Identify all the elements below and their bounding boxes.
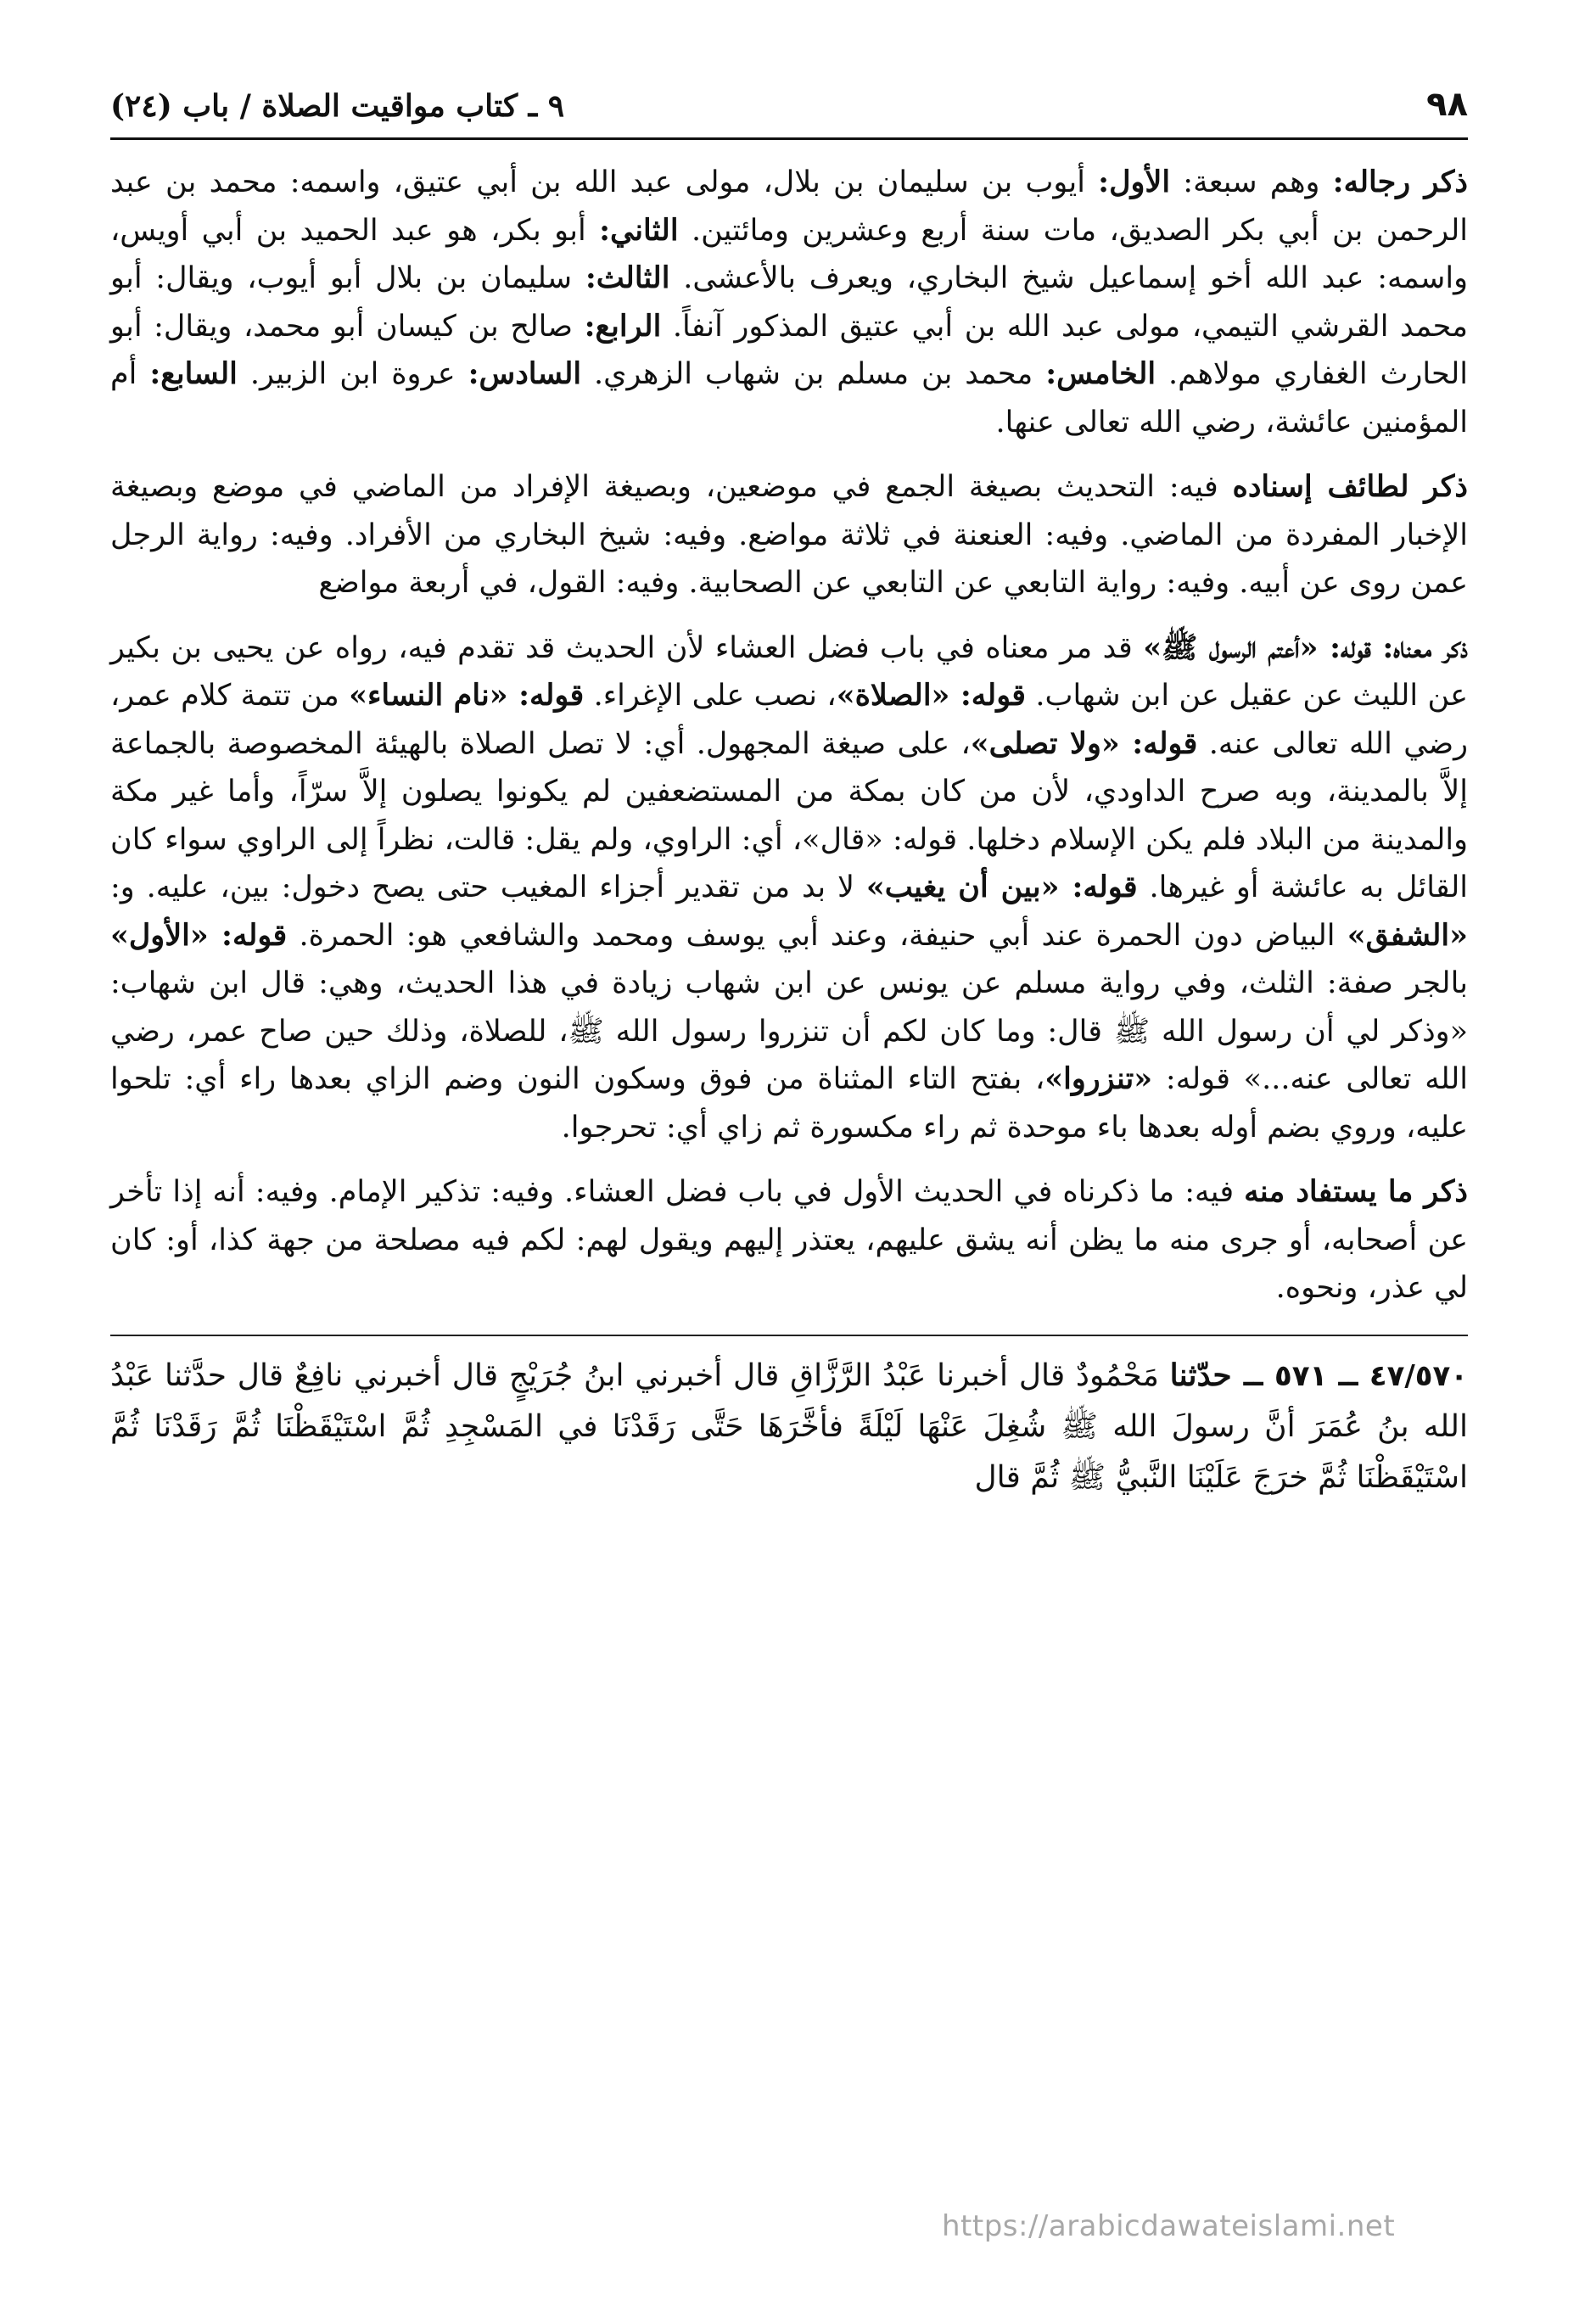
body-text: ، على صيغة المجهول. أي: لا تصل الصلاة بالهيئة المخصوصة بالجماعة إلاَّ بالمدينة، وبه صرح الداودي، لأن من كان بمكة من المستضعفين لم يكونوا يصلون إلاَّ سرّاً، وأما غير مكة والمدينة من البلاد فلم يكن الإسلام دخلها. قوله: «قال»، أي: الراوي، ولم يقل: قالت، نظراً إلى الراوي سواء كان القائل به عائشة أو غيرها.: [110, 726, 1468, 904]
quoted-phrase: «بين أن يغيب»: [865, 870, 1060, 904]
qawluhu-label: قوله:: [1119, 725, 1198, 761]
body-text: البياض دون الحمرة عند أبي حنيفة، وعند أبي يوسف ومحمد والشافعي هو: الحمرة.: [287, 918, 1347, 953]
quoted-phrase: «تنزروا»: [1044, 1061, 1153, 1096]
page-number: ٩٨: [1426, 85, 1468, 124]
narrator-label: الرابع:: [584, 308, 662, 344]
running-header: [110, 85, 1468, 140]
section-heading: ذكر لطائف إسناده: [1232, 469, 1468, 504]
section-maana: [110, 624, 1468, 1152]
hadith-body: مَحْمُودٌ قال أخبرنا عَبْدُ الرَّزَّاقِ قال أخبرني ابنُ جُرَيْجٍ قال أخبرني نافِعٌ قال حدَّثنا عَبْدُ الله بنُ عُمَرَ أنَّ رسولَ الله ﷺ شُغِلَ عَنْهَا لَيْلَةً فأخَّرَهَا حَتَّى رَقَدْنَا في المَسْجِدِ ثُمَّ اسْتَيْقَظْنَا ثُمَّ رَقَدْنَا ثُمَّ اسْتَيْقَظْنَا ثُمَّ خرَجَ عَلَيْنَا النَّبيُّ ﷺ ثُمَّ قال: [110, 1357, 1468, 1495]
body-text: ، نصب على الإغراء.: [584, 679, 837, 713]
page-content: [110, 85, 1468, 1503]
quoted-phrase: «الصلاة»: [836, 678, 950, 713]
qawluhu-label: قوله:: [208, 917, 288, 953]
body-text: محمد بن مسلم بن شهاب الزهري.: [581, 357, 1046, 391]
body-text: فيه: ما ذكرناه في الحديث الأول في باب فضل العشاء. وفيه: تذكير الإمام. وفيه: أنه إذا تأخر عن أصحابه، أو جرى منه ما يظن أنه يشق عليهم، يعتذر إليهم ويقول لهم: لكم فيه مصلحة من جهة كذا، أو: كان لي عذر، ونحوه.: [110, 1175, 1468, 1305]
narrator-label: السادس:: [468, 356, 582, 391]
hadith-text: [110, 1350, 1468, 1503]
narrator-label: الثاني:: [599, 212, 679, 248]
narrator-label: الأول:: [1098, 165, 1171, 199]
quoted-phrase: «الشفق»: [1347, 917, 1468, 953]
narrator-label: الخامس:: [1045, 356, 1156, 391]
quoted-phrase: «نام النساء»: [349, 678, 508, 713]
body-text: أيوب بن سليمان بن بلال، مولى عبد الله بن أبي عتيق، واسمه: محمد بن عبد الرحمن بن أبي بكر الصديق، مات سنة أربع وعشرين ومائتين.: [110, 165, 1469, 248]
quoted-phrase: «ولا تصلى»: [970, 725, 1120, 761]
body-text: وهم سبعة:: [1170, 165, 1333, 199]
section-yustafad: [110, 1168, 1468, 1313]
quoted-phrase: «أعتم الرسول ﷺ»: [1143, 630, 1319, 665]
body-text: عروة ابن الزبير.: [237, 357, 468, 391]
qawluhu-label: قوله:: [1318, 630, 1383, 665]
section-heading: ذكر معناه:: [1382, 630, 1468, 665]
section-heading: ذكر ما يستفاد منه: [1244, 1174, 1468, 1209]
body-text: من تتمة كلام عمر، رضي الله تعالى عنه.: [110, 679, 1468, 761]
quoted-phrase: «الأول»: [110, 917, 209, 953]
section-lataif: [110, 463, 1468, 607]
qawluhu-label: قوله:: [1059, 870, 1138, 904]
qawluhu-label: قوله:: [507, 678, 585, 713]
body-text: صالح بن كيسان أبو محمد، ويقال: أبو الحارث الغفاري مولاهم.: [110, 309, 1468, 391]
body-text: ، بفتح التاء المثناة من فوق وسكون النون وضم الزاي بعدها راء أي: تلحوا عليه، وروي بضم أوله بعدها باء موحدة ثم راء مكسورة ثم زاي أي: تحرجوا.: [110, 1062, 1468, 1145]
book-chapter-title: ٩ ـ كتاب مواقيت الصلاة / باب (٢٤): [110, 88, 565, 124]
body-text: لا بد من تقدير أجزاء المغيب حتى يصح دخول: بين، عليه. و:: [110, 870, 866, 904]
section-heading: ذكر رجاله:: [1332, 165, 1469, 199]
qawluhu-label: قوله:: [949, 678, 1027, 713]
hadith-block: [110, 1335, 1468, 1503]
hadith-number: ٤٧/٥٧٠ ــ ٥٧١ ــ: [1243, 1358, 1468, 1393]
hadith-opening: حدّثنا: [1169, 1357, 1244, 1393]
body-text: فيه: التحديث بصيغة الجمع في موضعين، وبصيغة الإفراد من الماضي في موضع وبصيغة الإخبار المفردة من الماضي. وفيه: العنعنة في ثلاثة مواضع. وفيه: شيخ البخاري من الأفراد. وفيه: رواية الرجل عمن روى عن أبيه. وفيه: رواية التابعي عن التابعي عن الصحابية. وفيه: القول، في أربعة مواضع: [110, 470, 1468, 600]
source-watermark: https://arabicdawateislami.net: [942, 2209, 1396, 2243]
body-text: أبو بكر، هو عبد الحميد بن أبي أويس، واسمه: عبد الله أخو إسماعيل شيخ البخاري، ويعرف بالأعشى.: [110, 213, 1468, 295]
body-text: قد مر معناه في باب فضل العشاء لأن الحديث قد تقدم فيه، رواه عن يحيى بن بكير عن الليث عن عقيل عن ابن شهاب.: [110, 630, 1469, 713]
body-text: أم المؤمنين عائشة، رضي الله تعالى عنها.: [110, 357, 1468, 439]
body-text: بالجر صفة: الثلث، وفي رواية مسلم عن يونس عن ابن شهاب زيادة في هذا الحديث، وهي: قال ابن شهاب: «وذكر لي أن رسول الله ﷺ قال: وما كان لكم أن تنزروا رسول الله ﷺ، للصلاة، وذلك حين صاح عمر، رضي الله تعالى عنه...» قوله:: [110, 966, 1469, 1096]
narrator-label: الثالث:: [585, 260, 670, 295]
body-text: سليمان بن بلال أبو أيوب، ويقال: أبو محمد القرشي التيمي، مولى عبد الله بن أبي عتيق المذكور آنفاً.: [110, 261, 1468, 344]
section-rijal: [110, 159, 1468, 446]
narrator-label: السابع:: [149, 356, 238, 391]
